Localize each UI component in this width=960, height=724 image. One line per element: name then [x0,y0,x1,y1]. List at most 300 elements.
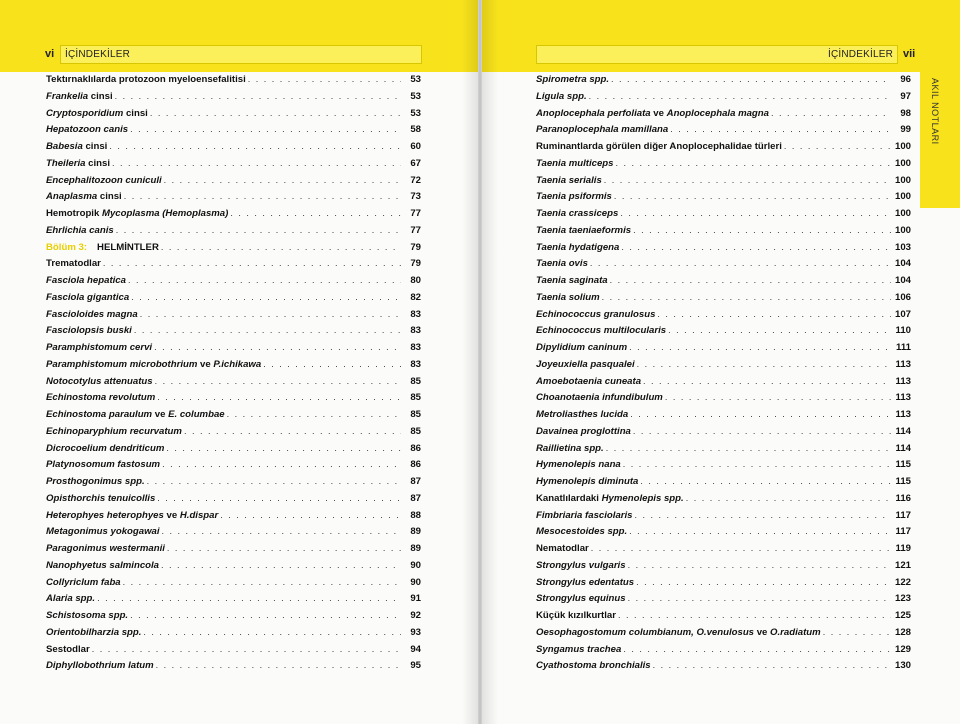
toc-entry[interactable] [46,660,421,677]
toc-entry-title-part: Amoebotaenia cuneata [536,375,642,387]
dot-leader [668,325,891,335]
toc-entry-title-part: Hepatozoon canis [46,124,129,136]
dot-leader [591,543,891,553]
dot-leader [623,644,891,654]
dot-leader [686,493,891,503]
toc-entry-title-part: HELMİNTLER [97,241,159,253]
toc-entry[interactable] [536,610,911,627]
toc-entry-title [46,493,155,504]
toc-entry-title-part: Strongylus equinus [536,593,626,605]
toc-entry-title [46,141,107,152]
toc-entry-title-part: cinsi [88,90,113,102]
toc-entry-title-part: Cryptosporidium [46,107,124,119]
toc-page-number: 58 [410,124,421,136]
toc-entry-title [536,543,589,554]
toc-entry[interactable] [46,376,421,393]
dot-leader [633,225,891,235]
toc-page-number: 122 [894,576,911,588]
toc-entry-title [46,208,228,219]
toc-entry[interactable] [46,577,421,594]
toc-page-number: 113 [895,409,911,420]
toc-page-number: 83 [410,325,421,337]
toc-entry-title [46,258,101,269]
toc-entry-title [46,543,165,554]
toc-entry[interactable] [46,476,421,493]
toc-entry[interactable] [536,124,911,141]
toc-entry-title-part: Paramphistomum cervi [46,342,153,353]
toc-entry[interactable] [536,108,911,125]
toc-page-number: 77 [410,224,421,236]
toc-entry[interactable] [536,376,911,393]
toc-entry-title [97,242,159,253]
toc-entry[interactable] [46,610,421,627]
toc-entry-title [536,175,602,186]
toc-entry[interactable] [46,225,421,242]
toc-entry[interactable] [536,74,911,91]
toc-entry-title-part: Opisthorchis tenuicollis [46,492,156,504]
toc-entry-title-part: Taenia taeniaeformis [536,224,632,236]
toc-entry-title [46,577,121,588]
dot-leader [611,74,891,84]
toc-entry[interactable] [46,292,421,309]
toc-entry-title-part: Anoplocephala magna [666,107,769,119]
toc-entry[interactable] [46,510,421,527]
toc-entry-title-part: Tektırnaklılarda protozoon myeloensefalitisi [46,74,246,85]
dot-leader [227,409,401,419]
toc-page-number: 95 [410,660,421,672]
dot-leader [157,493,401,503]
dot-leader [589,91,891,101]
toc-entry-title-part: Collyriclum faba [46,576,121,588]
toc-entry-title-part: Syngamus trachea [536,643,622,655]
toc-page-number: 113 [895,358,911,370]
toc-entry[interactable] [536,359,911,376]
toc-entry-title-part: Anaplasma [46,191,98,203]
toc-entry-title-part: Ruminantlarda görülen diğer Anoplocephalidae türleri [536,141,782,152]
side-tab[interactable] [920,72,960,208]
toc-entry[interactable] [536,275,911,292]
toc-entry-title-part: Fascioloides magna [46,308,138,320]
toc-entry[interactable] [536,459,911,476]
toc-entry[interactable] [536,292,911,309]
toc-entry-title-part: ve [152,409,169,420]
toc-page-number: 86 [410,459,421,471]
dot-leader [248,74,401,84]
toc-entry-title-part: Frankelia [46,90,89,102]
dot-leader [604,175,891,185]
toc-entry-title [46,476,145,487]
toc-entry-title-part: Trematodlar [46,258,101,270]
toc-entry[interactable] [46,158,421,175]
toc-entry-title-part: ve [650,107,667,119]
toc-entry[interactable] [536,225,911,242]
toc-entry-title [536,644,621,655]
toc-entry[interactable] [46,191,421,208]
toc-entry-title-part: Ehrlichia canis [46,224,114,236]
toc-entry[interactable] [46,74,421,91]
toc-entry-title-part: Strongylus vulgaris [536,559,626,571]
toc-entry-title [46,325,132,336]
toc-entry-title-part: Notocotylus attenuatus [46,375,153,387]
dot-leader [156,660,401,670]
dot-leader [771,108,891,118]
toc-page-number: 103 [894,241,911,253]
toc-entry-title-part: Dipylidium caninum [536,342,628,353]
toc-entry[interactable] [536,141,911,158]
dot-leader [635,510,891,520]
toc-entry[interactable] [536,325,911,342]
dot-leader [130,610,401,620]
toc-page-number: 85 [410,392,421,404]
toc-page-number: 100 [894,224,911,236]
toc-entry[interactable] [46,459,421,476]
dot-leader [124,191,401,201]
toc-page-number: 85 [410,375,421,387]
toc-entry[interactable] [536,409,911,426]
toc-page-number: 87 [410,476,421,487]
toc-page-number: 89 [410,526,421,538]
toc-entry-title [46,292,129,303]
toc-entry-title [46,175,162,186]
toc-entry[interactable] [536,493,911,510]
toc-entry-title-part: Nanophyetus salmincola [46,559,160,571]
toc-entry-title [536,74,609,85]
toc-entry-title [536,325,666,336]
toc-entry[interactable] [46,593,421,610]
toc-page-number: 86 [410,442,421,454]
toc-page-number: 67 [410,157,421,169]
toc-entry[interactable] [536,476,911,493]
toc-page-number: 114 [895,425,911,437]
dot-leader [115,91,401,101]
toc-entry-title [536,124,668,135]
toc-entry[interactable] [536,392,911,409]
dot-leader [657,309,891,319]
toc-entry-title-part: Hemotropik [46,208,102,219]
toc-page-number: 90 [410,576,421,588]
toc-list [46,74,421,677]
toc-page-number: 83 [410,342,421,353]
toc-page-number: 129 [894,643,911,655]
toc-entry-title-part: cinsi [97,191,122,203]
dot-leader [147,476,401,486]
toc-entry-title [536,392,663,403]
toc-entry[interactable] [536,175,911,192]
dot-leader [116,225,401,235]
toc-entry-title [536,510,633,521]
toc-page-number: 119 [895,543,911,554]
toc-entry-title [46,426,182,437]
toc-entry-title [46,610,128,621]
toc-entry[interactable] [46,91,421,108]
toc-entry[interactable] [46,493,421,510]
toc-entry-title [536,208,618,219]
toc-entry-title-part: Paranoplocephala mamillana [536,124,669,136]
toc-entry-title [536,225,631,236]
toc-entry-title-part: H.dispar [179,509,219,521]
left-page [0,0,478,724]
dot-leader [653,660,891,670]
toc-entry-title-part: ve [163,509,180,521]
toc-entry-title [536,493,684,504]
toc-entry-title [536,660,651,671]
toc-entry[interactable] [536,526,911,543]
toc-entry-title [46,644,90,655]
dot-leader [128,275,401,285]
toc-entry-title [46,443,164,454]
toc-entry-title-part: Metroliasthes lucida [536,409,629,420]
toc-page-number: 53 [410,107,421,119]
toc-entry-title-part: Schistosoma spp. [46,610,129,621]
toc-entry-title-part: Echinoparyphium recurvatum [46,425,182,437]
toc-entry-title [46,560,159,571]
toc-page-number: 96 [900,74,911,85]
toc-entry-title-part: P.ichikawa [213,358,262,370]
toc-entry-title [46,392,155,403]
toc-entry-title-part: cinsi [82,141,108,152]
toc-entry-title-part: cinsi [123,107,148,119]
toc-entry-title [46,108,148,119]
dot-leader [157,392,401,402]
toc-entry[interactable] [536,644,911,661]
dot-leader [155,376,401,386]
toc-entry-title-part: Dicrocoelium dendriticum [46,442,165,454]
toc-entry-title [46,342,152,353]
dot-leader [633,426,891,436]
toc-entry[interactable] [46,409,421,426]
dot-leader [92,644,401,654]
toc-entry-title-part: Sestodlar [46,643,90,655]
toc-entry-title [536,191,612,202]
toc-entry-title [46,124,128,135]
toc-entry-title [536,309,655,320]
dot-leader [123,577,401,587]
toc-entry[interactable] [46,543,421,560]
toc-page-number: 60 [410,141,421,152]
toc-entry-title [536,91,587,102]
toc-entry[interactable] [46,644,421,661]
dot-leader [263,359,401,369]
toc-entry[interactable] [46,258,421,275]
dot-leader [602,292,891,302]
toc-entry-title [46,158,110,169]
dot-leader [643,376,891,386]
toc-entry-title [536,359,635,370]
toc-entry[interactable] [46,392,421,409]
toc-entry[interactable] [46,141,421,158]
toc-entry-title-part: Echinococcus multilocularis [536,325,667,337]
toc-entry-title-part: Taenia ovis [536,258,588,270]
toc-page-number: 100 [894,208,911,219]
toc-entry-title [536,275,608,286]
toc-entry-title [536,158,614,169]
dot-leader [784,141,891,151]
toc-entry-title [46,459,160,470]
toc-page-number: 106 [894,291,911,303]
toc-entry[interactable] [46,443,421,460]
toc-page-number: 97 [900,90,911,102]
toc-entry[interactable] [536,560,911,577]
toc-entry[interactable] [46,175,421,192]
toc-page-number: 90 [410,559,421,571]
header-title: İÇİNDEKİLER [828,49,893,60]
toc-entry-title-part: Taenia solium [536,291,600,303]
toc-page-number: 115 [895,476,911,487]
toc-entry[interactable] [46,124,421,141]
toc-page-number: 116 [895,492,911,504]
toc-entry[interactable] [536,191,911,208]
toc-page-number: 87 [410,492,421,504]
toc-entry-title [46,191,122,202]
toc-entry[interactable] [536,627,911,644]
toc-page-number: 85 [410,425,421,437]
toc-page-number: 83 [410,358,421,370]
toc-entry-title [46,409,225,420]
toc-page-number: 82 [410,291,421,303]
toc-entry-title [536,258,588,269]
dot-leader [161,560,401,570]
toc-entry-title [536,242,619,253]
toc-entry-title-part: Theileria [46,157,86,169]
toc-page-number: 104 [894,275,911,286]
toc-entry-title-part: Taenia psiformis [536,191,612,203]
toc-entry[interactable] [536,443,911,460]
dot-leader [162,459,401,469]
toc-entry[interactable] [536,660,911,677]
toc-entry-title [536,292,600,303]
dot-leader [162,526,401,536]
toc-entry[interactable] [46,108,421,125]
dot-leader [109,141,401,151]
toc-page-number: 113 [895,375,911,387]
toc-entry-title [536,108,769,119]
toc-entry-title [46,627,141,638]
dot-leader [161,242,401,252]
toc-page-number: 94 [410,643,421,655]
toc-entry[interactable] [46,560,421,577]
dot-leader [630,409,891,419]
toc-entry[interactable] [536,242,911,259]
toc-entry-title-part: Hymenolepis spp. [601,492,684,504]
toc-entry-title-part: Encephalitozoon cuniculi [46,174,162,186]
dot-leader [621,242,891,252]
toc-entry-title [46,225,114,236]
toc-entry-title [536,577,634,588]
toc-entry-title-part: ve [754,626,771,638]
toc-entry[interactable] [46,342,421,359]
toc-page-number: 111 [896,342,911,353]
toc-entry-title-part: Paramphistomum microbothrium [46,358,198,370]
dot-leader [616,158,892,168]
toc-page-number: 113 [895,392,911,404]
toc-entry-title-part: Heterophyes heterophyes [46,509,164,521]
toc-entry[interactable] [46,526,421,543]
toc-entry-title-part: Davainea proglottina [536,425,631,437]
header-box [536,45,898,64]
toc-entry-title [536,526,627,537]
right-page [482,0,960,724]
toc-entry-title [536,141,782,152]
header-title: İÇİNDEKİLER [65,49,130,60]
dot-leader [823,627,891,637]
toc-entry[interactable] [536,309,911,326]
page-number: vii [903,48,916,60]
toc-entry[interactable] [536,158,911,175]
toc-page-number: 104 [894,258,911,270]
toc-entry-title [46,510,218,521]
dot-leader [614,191,891,201]
toc-page-number: 85 [410,409,421,420]
toc-entry-title-part: Echinococcus granulosus [536,308,656,320]
toc-entry-title [536,610,616,621]
toc-page-number: 123 [894,593,911,605]
toc-entry-title [536,409,628,420]
toc-entry-title [536,593,626,604]
dot-leader [140,309,401,319]
dot-leader [665,392,891,402]
toc-entry-title-part: Orientobilharzia spp. [46,626,142,638]
toc-entry[interactable] [536,510,911,527]
toc-entry-title-part: Nematodlar [536,543,589,554]
toc-entry[interactable] [46,426,421,443]
toc-entry-title [46,309,138,320]
dot-leader [154,342,401,352]
toc-entry-title-part: ve [197,358,214,370]
toc-entry[interactable] [536,342,911,359]
toc-entry-title-part: Babesia [46,141,83,152]
toc-page-number: 83 [410,308,421,320]
toc-entry[interactable] [536,543,911,560]
toc-page-number: 130 [894,660,911,672]
toc-entry-title-part: Fasciola hepatica [46,275,126,286]
toc-entry-title-part: E. columbae [168,409,225,420]
toc-list [536,74,911,677]
toc-entry[interactable] [536,258,911,275]
dot-leader [230,208,401,218]
dot-leader [636,577,891,587]
dot-leader [150,108,401,118]
toc-page-number: 117 [895,509,911,521]
toc-entry[interactable] [536,208,911,225]
dot-leader [97,593,401,603]
toc-entry-title-part: Fasciola gigantica [46,291,130,303]
toc-entry[interactable] [46,359,421,376]
toc-entry[interactable] [536,91,911,108]
toc-entry[interactable] [536,577,911,594]
toc-entry-title-part: Cyathostoma bronchialis [536,660,651,672]
toc-entry-title-part: Raillietina spp. [536,442,604,454]
toc-entry-title-part: Prosthogonimus spp. [46,476,145,487]
dot-leader [164,175,401,185]
toc-entry-title [536,476,638,487]
toc-entry[interactable] [46,208,421,225]
toc-entry[interactable] [46,325,421,342]
toc-page-number: 53 [410,90,421,102]
toc-entry[interactable] [536,593,911,610]
toc-entry[interactable] [46,242,421,259]
toc-entry[interactable] [46,309,421,326]
toc-entry[interactable] [46,627,421,644]
dot-leader [610,275,891,285]
toc-entry[interactable] [536,426,911,443]
toc-entry-title [536,560,626,571]
toc-page-number: 79 [410,241,421,253]
toc-entry-title-part: Mesocestoides spp. [536,526,628,538]
toc-entry[interactable] [46,275,421,292]
toc-entry-title-part: Ligula spp. [536,90,587,102]
toc-page-number: 114 [895,442,911,454]
toc-page-number: 73 [410,191,421,203]
